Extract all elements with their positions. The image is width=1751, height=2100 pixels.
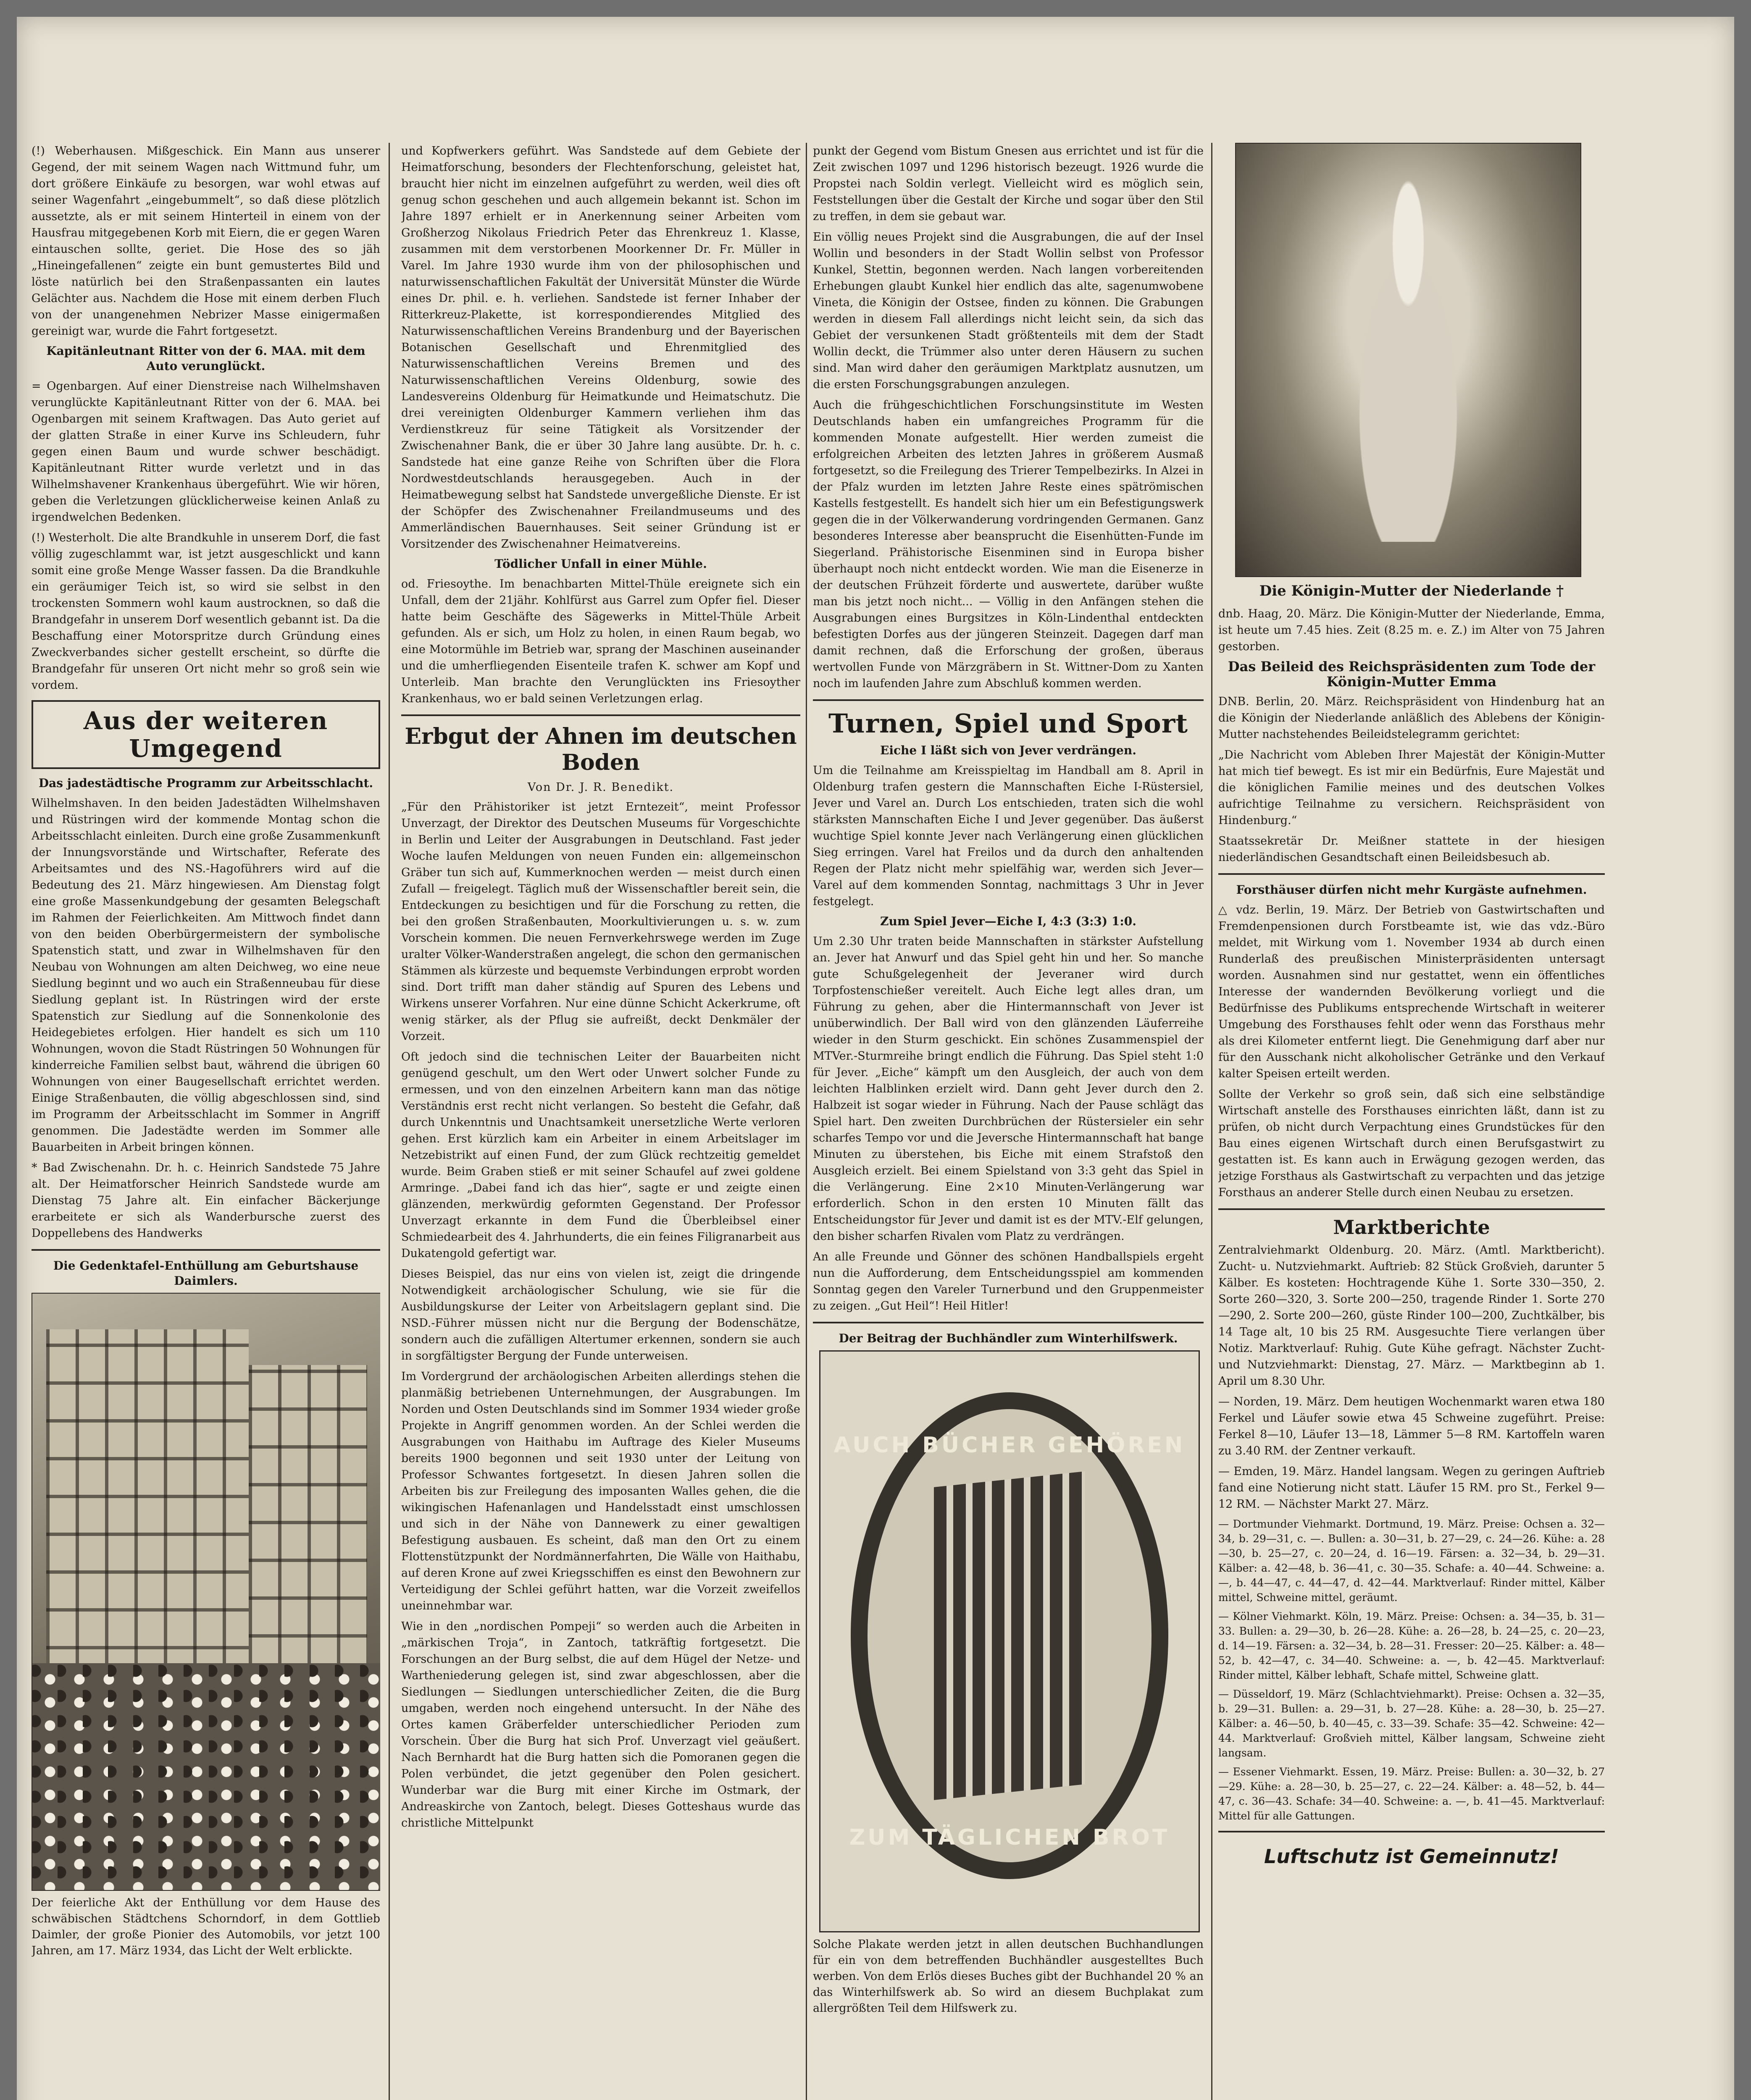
divider [813,1322,1204,1323]
article-beileid-1: DNB. Berlin, 20. März. Reichspräsident von Hindenburg hat an die Königin der Niederlande anläßlich des Ablebens der Königin-Mutter nachstehendes Beileidstelegramm gerichtet: [1218,695,1605,741]
poster-title: Der Beitrag der Buchhändler zum Winterhilfswerk. [839,1331,1178,1345]
headline-marktberichte: Marktberichte [1333,1216,1490,1239]
headline-arbeitsschlacht: Das jadestädtische Programm zur Arbeitsschlacht. [38,776,373,790]
timber-house [249,1365,367,1675]
timber-house [46,1329,248,1687]
market-norden: — Norden, 19. März. Dem heutigen Wochenmarkt waren etwa 180 Ferkel und Läufer sowie etwa 45 Schweine zugeführt. Preise: Ferkel 8—10, Läufer 13—18, Lämmer 5—8 RM. Kartoffeln waren zu 3.40 RM. der Zentner verkauft. [1218,1395,1605,1457]
divider [1218,873,1605,875]
divider [401,714,800,716]
queen-mother-portrait [1235,143,1581,577]
divider [1218,1208,1605,1210]
section-banner-title: Aus der weiteren Umgegend [83,706,329,763]
column-rule [1211,143,1212,2100]
byline: Von Dr. J. R. Benedikt. [527,781,674,794]
market-koeln: — Kölner Viehmarkt. Köln, 19. März. Preise: Ochsen: a. 34—35, b. 31—33. Bullen: a. 29—30, b. 26—28. Kühe: a. 26—28, b. 24—25, c. 20—23, d. 14—19. Färsen: a. 32—34, b. 28—31. Fresser: 20—25. Kälber: a. 48—52, b. 42—47, c. 34—40. Schweine: a. —, b. 42—45. Marktverlauf: Rinder mittel, Kälber lebhaft, Schafe mittel, Schweine glatt. [1218,1610,1605,1681]
market-emden: — Emden, 19. März. Handel langsam. Wegen zu geringen Auftrieb fand eine Notierung nicht statt. Läufer 15 RM. pro St., Ferkel 9—12 RM. — Nächster Markt 27. März. [1218,1465,1605,1511]
market-dortmund: — Dortmunder Viehmarkt. Dortmund, 19. März. Preise: Ochsen a. 32—34, b. 29—31, c. —. Bullen: a. 30—31, b. 27—29, c. 24—26. Kühe: a. 28—30, b. 25—27, c. 20—24, d. 16—19. Färsen: a. 32—34, b. 29—31. Kälber: a. 42—48, b. 36—41, c. 30—35. Schafe: a. 40—44. Schweine: a. —, b. 44—47, c. 44—47, d. 42—44. Marktverlauf: Rinder mittel, Kälber mittel, Schweine mittel, geräumt. [1218,1518,1605,1604]
headline-spiel: Zum Spiel Jever—Eiche I, 4:3 (3:3) 1:0. [880,914,1136,928]
article-erbgut-4: Im Vordergrund der archäologischen Arbeiten allerdings stehen die planmäßig betriebenen Unternehmungen, der Ausgrabungen. Im Norden und Osten Deutschlands sind im Sommer 1934 wieder große Projekte in Angriff genommen worden. An der Schlei werden die Ausgrabungen von Haithabu im Auftrage des Kieler Museums bereits 1900 begonnen und seit 1930 unter der Leitung von Professor Schwantes fortgesetzt. In diesen Jahren sollen die Arbeiten bis zur Freilegung des imposanten Walles gehen, die die wikingischen Hafenanlagen und Handelsstadt einst umschlossen und sich in der Nähe von Dannewerk zu einer gewaltigen Befestigung ausbauen. Es scheint, daß man den Ort zu einem Flottenstützpunkt der Nordmännerfahrten, Die Wälle von Haithabu, auf deren Krone auf zwei Kriegsschiffen es einst den Bewohnern zur Verteidigung der Schlei geführt hatten, war die Vorzeit zweifellos uneinnehmbar war. [401,1370,800,1612]
headline-sport: Turnen, Spiel und Sport [828,708,1188,739]
article-friesoythe: od. Friesoythe. Im benachbarten Mittel-Thüle ereignete sich ein Unfall, dem der 21jähr. Kohlfürst aus Garrel zum Opfer fiel. Dieser hatte beim Geschäfte des Sägewerks in Mittel-Thüle Arbeit gefunden. Als er sich, um Holz zu holen, in einen Raum begab, wo eine Motormühle im Betrieb war, sprang der Maschinen auseinander und die umherfliegenden Eisenteile trafen K. schwer am Kopf und Unterleib. Man brachte den Verunglückten ins Friesoyther Krankenhaus, wo er bald seinen Verletzungen erlag. [401,578,800,705]
headline-erbgut: Erbgut der Ahnen im deutschen Boden [405,724,797,775]
article-erbgut-7: Ein völlig neues Projekt sind die Ausgrabungen, die auf der Insel Wollin und besonders in der Stadt Wollin selbst von Professor Kunkel, Stettin, begonnen werden. Nach langen vorbereitenden Erhebungen glaubt Kunkel hier endlich das alte, sagenumwobene Vineta, die Königin der Ostsee, finden zu können. Die Grabungen werden in diesem Fall allerdings nicht leicht sein, da sich das Gebiet der versunkenen Stadt größtenteils mit dem der Stadt Wollin deckt, die Trümmer also unter deren Häusern zu suchen sind. Man wird daher den geräumigen Marktplatz ausnutzen, um die ersten Forschungsgrabungen anzulegen. [813,231,1204,391]
crowd [32,1663,380,1890]
article-erbgut-2: Oft jedoch sind die technischen Leiter der Bauarbeiten nicht genügend geschult, um den Wert oder Unwert solcher Funde zu ermessen, und von den einzelnen Arbeitern kann man das nötige Verständnis erst recht nicht verlangen. So besteht die Gefahr, daß durch Unkenntnis und Unachtsamkeit unersetzliche Werte verloren gehen. Erst kürzlich kam ein Arbeiter in einem Arbeitslager im Netzebistrikt auf einen Fund, der zum Glück rechtzeitig gemeldet wurde. Beim Graben stieß er mit seiner Schaufel auf zwei goldene Armringe. „Dabei fand ich das hier“, sagte er und zeigte einen glänzenden, merkwürdig geformten Gegenstand. Der Professor Unverzagt erkannte in dem Fund die Überbleibsel einer Schmiedearbeit des 4. Jahrhunderts, die ein feines Filigranarbeit aus Dukatengold gefertigt war. [401,1050,800,1260]
newspaper-page [17,17,1734,2100]
motto-luftschutz: Luftschutz ist Gemeinnutz! [1264,1845,1559,1868]
article-bad-zwischenahn: * Bad Zwischenahn. Dr. h. c. Heinrich Sandstede 75 Jahre alt. Der Heimatforscher Heinrich Sandstede wurde am Dienstag 75 Jahre alt. Ein einfacher Bäckerjunge erarbeitete er sich als Wanderbursche zuerst des Doppellebens des Handwerks [32,1161,380,1240]
daimler-caption: Der feierliche Akt der Enthüllung vor dem Hause des schwäbischen Städtchens Schorndorf, in dem Gottlieb Daimler, der große Pionier des Automobils, vor jetzt 100 Jahren, am 17. März 1934, das Licht der Welt erblickte. [32,1896,380,1957]
photo-title-daimler: Die Gedenktafel-Enthüllung am Geburtshause Daimlers. [53,1259,359,1288]
article-westerholt: (!) Westerholt. Die alte Brandkuhle in unserem Dorf, die fast völlig zugeschlammt war, ist jetzt ausgeschlickt und kann somit eine große Menge Wasser fassen. Da die Brandkuhle ein geräumiger Teich ist, so wird sie selbst in den trockensten Sommern wohl kaum austrocknen, so daß die Brandgefahr in unserem Dorf wesentlich gebannt ist. Da die Beschaffung einer Motorspritze durch Gründung eines Zweckverbandes sicher gestellt erscheint, so dürfte die Brandgefahr für unseren Ort nicht mehr so groß sein wie vordem. [32,531,380,692]
article-erbgut-1: „Für den Prähistoriker ist jetzt Erntezeit“, meint Professor Unverzagt, der Direktor des Deutschen Museums für Vorgeschichte in Berlin und Leiter der Ausgrabungen in Deutschland. Fast jeder Woche laufen Meldungen von neuen Funden ein: allgemeinschon Gräber tun sich auf, Kummerknochen werden — meist durch einen Zufall — freigelegt. Täglich muß der Wissenschaftler bereit sein, die Entdeckungen zu besichtigen und für die Forschung zu retten, die bei den großen Straßenbauten, Moorkultivierungen u. s. w. zum Vorschein kommen. Die neuen Fernverkehrswege werden im Zuge uralter Völker-Wanderstraßen angelegt, die schon den germanischen Stämmen als kürzeste und bequemste Verbindungen erprobt worden sind. Dort trifft man daher ständig auf Spuren des Lebens und Wirkens unserer Vorfahren. Nur eine dünne Schicht Ackerkrume, oft wenig stärker, als der Pflug sie aufreißt, deckt Denkmäler der Vorzeit. [401,801,800,1043]
poster-text-top: AUCH BÜCHER GEHÖREN [833,1433,1186,1458]
divider [1218,1831,1605,1832]
divider [32,1249,380,1251]
poster-books [934,1471,1085,1800]
headline-ritter: Kapitänleutnant Ritter von der 6. MAA. mit dem Auto verunglückt. [46,344,365,373]
column-3 [813,143,1204,2021]
article-beileid-3: Staatssekretär Dr. Meißner stattete in der hiesigen niederländischen Gesandtschaft einen Beileidsbesuch ab. [1218,835,1605,864]
column-1 [32,143,380,1963]
market-duesseldorf: — Düsseldorf, 19. März (Schlachtviehmarkt). Preise: Ochsen a. 32—35, b. 29—31. Bullen: a. 29—31, b. 27—28. Kühe: a. 28—30, b. 25—27. Kälber: a. 46—50, b. 40—45, c. 33—39. Schafe: 35—42. Schweine: 42—44. Marktverlauf: Großvieh mittel, Kälber langsam, Schweine zieht langsam. [1218,1688,1605,1759]
article-erbgut-5: Wie in den „nordischen Pompeji“ so werden auch die Arbeiten in „märkischen Troja“, in Zantoch, tatkräftig fortgesetzt. Die Forschungen an der Burg selbst, die auf dem Hügel der Netze- und Wartheniederung gelegen ist, sind zwar abgeschlossen, aber die Siedlungen — Siedlungen unterschiedlicher Zeiten, die die Burg umgaben, werden noch eingehend untersucht. In der Nähe des Ortes kamen Gräberfelder unterschiedlicher Perioden zum Vorschein. Über die Burg hat sich Prof. Unverzagt viel geäußert. Nach Bernhardt hat die Burg hatten sich die Pomoranen gegen die Polen verbündet, die jetzt gegenüber den Polen gesichert. Wunderbar war die Burg mit einer Kirche im Ostmark, der Andreaskirche von Zantoch, belegt. Dieses Gotteshaus wurde das christliche Mittelpunkt [401,1620,800,1830]
market-essen: — Essener Viehmarkt. Essen, 19. März. Preise: Bullen: a. 30—32, b. 27—29. Kühe: a. 28—30, b. 25—27, c. 22—24. Kälber: a. 48—52, b. 44—47, c. 36—43. Schafe: 34—40. Schweine: a. —, b. 41—45. Marktverlauf: Mittel für alle Gattungen. [1218,1766,1605,1822]
article-weberhausen: (!) Weberhausen. Mißgeschick. Ein Mann aus unserer Gegend, der mit seinem Wagen nach Wittmund fuhr, um dort größere Einkäufe zu besorgen, war wohl etwas auf seiner Wagenfahrt „eingebummelt“, so daß diese plötzlich aussetzte, als er mit seinem Hinterteil in einem von der Hausfrau mitgegebenen Korb mit Eiern, die er gegen Waren eintauschen sollte, geriet. Die Hose des so jäh „Hineingefallenen“ zeigte ein bunt gemustertes Bild und löste natürlich bei den Straßenpassanten ein lautes Gelächter aus. Nachdem die Hose mit einem derben Fluch von der unangenehmen Nebrizer Masse einigermaßen gereinigt war, wurde die Fahrt fortgesetzt. [32,144,380,338]
section-banner [32,700,380,769]
portrait-figure [1333,178,1484,541]
poster-text-bottom: ZUM TÄGLICHEN BROT [849,1824,1170,1850]
article-aufruf: An alle Freunde und Gönner des schönen Handballspiels ergeht nun die Aufforderung, dem Entscheidungsspiel am kommenden Sonntag gegen den Vareler Turnerbund und den Gruppenmeister zu zeigen. „Gut Heil“! Heil Hitler! [813,1250,1204,1312]
poster-caption: Solche Plakate werden jetzt in allen deutschen Buchhandlungen für ein von dem betreffenden Buchhändler ausgestelltes Buch werben. Von dem Erlös dieses Buches gibt der Buchhandel 20 % an das Winterhilfswerk ab. So wird an diesem Buchplakat zum allergrößten Teil dem Hilfswerk zu. [813,1938,1204,2015]
headline-forsthaeuser: Forsthäuser dürfen nicht mehr Kurgäste aufnehmen. [1236,883,1587,897]
column-4 [1218,143,1605,1868]
column-rule [806,143,807,2100]
subheadline-sport: Eiche I läßt sich von Jever verdrängen. [880,743,1136,757]
article-erbgut-8: Auch die frühgeschichtlichen Forschungsinstitute im Westen Deutschlands haben ein umfangreiches Programm für die kommenden Monate aufgestellt. Hier werden zumeist die erfolgreichen Arbeiten des letzten Jahres in größerem Ausmaß fortgesetzt, so die Freilegung des Trierer Tempelbezirks. In Alzei in der Pfalz wurden im letzten Jahre Reste eines spätrömischen Kastells festgestellt. Es handelt sich hier um ein Befestigungswerk gegen die in der Völkerwanderung vordringenden Germanen. Ganz besonderes Interesse aber beansprucht die Eisenhütten-Funde im Siegerland. Prähistorische Eisenminen sind in Europa bisher überhaupt noch nicht entdeckt worden. Wie man die Eisenerze in der deutschen Frühzeit förderte und auswertete, darüber wußte man bis jetzt noch nicht... — Völlig in den Anfängen stehen die Ausgrabungen eines Burgsitzes in Köln-Lindenthal entdeckten befestigten Dorfes aus der jüngeren Steinzeit. Dagegen darf man damit rechnen, daß die Erforschung der großen, überaus wertvollen Funde von Märzgräbern in St. Wittner-Dom zu Xanten noch im laufenden Jahre zum Abschluß kommen werden. [813,399,1204,690]
article-erbgut-3: Dieses Beispiel, das nur eins von vielen ist, zeigt die dringende Notwendigkeit archäologischer Schulung, wie sie für die Ausbildungskurse der Leiter von Arbeitslagern geplant sind. Die NSD.-Führer müssen nicht nur die Bergung der Bodenschätze, sondern auch die zufälligen Altertumer erkennen, sondern sie auch in sorgfältigster Bergung der Funde unterweisen. [401,1268,800,1362]
article-spiel: Um 2.30 Uhr traten beide Mannschaften in stärkster Aufstellung an. Jever hat Anwurf und das Spiel geht hin und her. So manche gute Schußgelegenheit der Jeveraner wird durch Torpfostenschießer vereitelt. Auch Eiche legt alles dran, um Führung zu gehen, aber die Hintermannschaft von Jever ist unüberwindlich. Der Ball wird von den glänzenden Läuferreihe wieder in den Sturm geschickt. Ein schönes Zusammenspiel der MTVer.-Sturmreihe bringt endlich die Führung. Das Spiel steht 1:0 für Jever. „Eiche“ kämpft um den Ausgleich, der auch von dem leichten Halblinken erzielt wird. Dann geht Jever durch den 2. Halbzeit ist sogar wieder in Führung. Nach der Pause schlägt das Spiel hart. Den zweiten Durchbrüchen der Rüstersieler ein sehr scharfes Tempo vor und die Jeversche Hintermannschaft hat bange Minuten zu überstehen, bis Eiche mit einem Strafstoß den Ausgleich erzielt. Bei einem Spielstand von 3:3 geht das Spiel in die Verlängerung. Eine 2×10 Minuten-Verlängerung war erforderlich. Schon in den ersten 10 Minuten fällt das Entscheidungstor für Jever und damit ist es der MTV.-Elf gelungen, den bisher scharfen Rivalen vom Platz zu verdrängen. [813,935,1204,1243]
article-beileid-2: „Die Nachricht vom Ableben Ihrer Majestät der Königin-Mutter hat mich tief bewegt. Es ist mir ein Bedürfnis, Eure Majestät und die königlichen Familie meines und des deutschen Volkes aufrichtige Teilnahme zu versichern. Reichspräsident von Hindenburg.“ [1218,748,1605,827]
column-rule [389,143,390,2100]
daimler-photo [32,1293,380,1891]
divider [813,699,1204,701]
article-ogenbargen: = Ogenbargen. Auf einer Dienstreise nach Wilhelmshaven verunglückte Kapitänleutnant Ritter von der 6. MAA. bei Ogenbargen mit seinem Kraftwagen. Das Auto geriet auf der glatten Straße in einer Kurve ins Schleudern, fuhr gegen einen Baum und wurde schwer beschädigt. Kapitänleutnant Ritter wurde verletzt und in das Wilhelmshavener Krankenhaus übergeführt. Wie wir hören, geben die Verletzungen glücklicherweise keinen Anlaß zu irgendwelchen Bedenken. [32,380,380,524]
headline-unfall: Tödlicher Unfall in einer Mühle. [494,557,707,571]
winterhilfswerk-poster [819,1350,1200,1932]
article-forsthaeuser-2: Sollte der Verkehr so groß sein, daß sich eine selbständige Wirtschaft anstelle des Forsthauses einrichten läßt, dann ist zu prüfen, ob nicht durch Verpachtung eines Grundstückes für den Bau eines eigenen Wirtschaft durch einen Berufsgastwirt zu gestatten ist. Es kann auch in Erwägung gezogen werden, das jetzige Forsthaus als Gastwirtschaft zu verpachten und das jetzige Forsthaus an anderer Stelle durch einen Neubau zu ersetzen. [1218,1088,1605,1199]
article-haag: dnb. Haag, 20. März. Die Königin-Mutter der Niederlande, Emma, ist heute um 7.45 hies. Zeit (8.25 m. e. Z.) im Alter von 75 Jahren gestorben. [1218,607,1605,653]
article-erbgut-6: punkt der Gegend vom Bistum Gnesen aus errichtet und ist für die Zeit zwischen 1097 und 1296 historisch bezeugt. 1926 wurde die Propstei nach Soldin verlegt. Vielleicht wird es möglich sein, Feststellungen über die Gestalt der Kirche und sogar über den Stil zu treffen, in dem sie gebaut war. [813,144,1204,223]
headline-beileid: Das Beileid des Reichspräsidenten zum Tode der Königin-Mutter Emma [1228,659,1596,690]
article-handball: Um die Teilnahme am Kreisspieltag im Handball am 8. April in Oldenburg trafen gestern die Mannschaften Eiche I-Rüstersiel, Jever und Varel an. Durch Los entschieden, traten sich die wohl stärksten Mannschaften Eiche I und Jever gegenüber. Das äußerst wuchtige Spiel konnte Jever nach Verlängerung einen glücklichen Sieg erringen. Varel hat Freilos und da durch den anhaltenden Regen der Platz nicht mehr spielfähig war, werden sich Jever—Varel auf dem kommenden Sonntag, nachmittags 3 Uhr in Jever festgelegt. [813,764,1204,908]
column-2 [401,143,800,1835]
headline-koenigin: Die Königin-Mutter der Niederlande † [1259,583,1564,599]
article-forsthaeuser-1: △ vdz. Berlin, 19. März. Der Betrieb von Gastwirtschaften und Fremdenpensionen durch Forstbeamte ist, wie das vdz.-Büro meldet, mit Wirkung vom 1. November 1934 ab durch einen Runderlaß des preußischen Ministerpräsidenten untersagt worden. Ausnahmen sind nur gestattet, wenn ein öffentliches Interesse der wandernden Bevölkerung vorliegt und die Bedürfnisse des Publikums entsprechende Wirtschaft in weiterer Umgebung des Forsthauses fehlt oder wenn das Forsthaus mehr als drei Kilometer entfernt liegt. Die Genehmigung darf aber nur für den Ausschank nicht alkoholischer Getränke und den Verkauf kalter Speisen erteilt werden. [1218,903,1605,1080]
article-wilhelmshaven: Wilhelmshaven. In den beiden Jadestädten Wilhelmshaven und Rüstringen wird der kommende Montag schon die Arbeitsschlacht einleiten. Durch eine große Zusammenkunft der Innungsvorstände und Wirtschafter, Referate des Arbeitsamtes und des NS.-Hagoführers wird auf die Bedeutung des 21. März hingewiesen. Am Dienstag folgt eine große Massenkundgebung der gesamten Belegschaft im Rahmen der Feierlichkeiten. Am Mittwoch findet dann von den beiden Oberbürgermeistern der symbolische Spatenstich statt, und zwar in Wilhelmshaven für den Neubau von Wohnungen am alten Deichweg, wo eine neue Siedlung beginnt und wo auch ein Straßenneubau für diese Siedlung geplant ist. In Rüstringen wird der erste Spatenstich zur Siedlung auf die Sonnenkolonie des Heidegebietes erfolgen. Hier handelt es sich um 110 Wohnungen, wovon die Stadt Rüstringen 50 Wohnungen für kinderreiche Familien selbst baut, während die übrigen 60 Wohnungen von einer Baugesellschaft errichtet werden. Einige Straßenbauten, die völlig abgeschlossen sind, sind im Programm der Arbeitsschlacht im Sommer in Angriff genommen. Die Jadestädte werden im Sommer alle Bauarbeiten in Arbeit bringen können. [32,797,380,1154]
article-sandstede-cont: und Kopfwerkers geführt. Was Sandstede auf dem Gebiete der Heimatforschung, besonders der Flechtenforschung, geleistet hat, braucht hier nicht im einzelnen aufgeführt zu werden, weil dies oft genug schon geschehen und auch allgemein bekannt ist. Schon im Jahre 1897 erhielt er in Anerkennung seiner Arbeiten vom Großherzog Nikolaus Friedrich Peter das Ehrenkreuz 1. Klasse, zusammen mit dem verstorbenen Moorkenner Dr. Fr. Müller in Varel. Im Jahre 1930 wurde ihm von der philosophischen und naturwissenschaftlichen Fakultät der Universität Münster die Würde eines Dr. phil. e. h. verliehen. Sandstede ist ferner Inhaber der Ritterkreuz-Plakette, ist korrespondierendes Mitglied des Naturwissenschaftlichen Vereins Brandenburg und der Bayerischen Botanischen Gesellschaft und Ehrenmitglied des Naturwissenschaftlichen Vereins Bremen und des Naturwissenschaftlichen Vereins Oldenburg, sowie des Landesvereins Oldenburg für Heimatkunde und Heimatschutz. Die drei vereinigten Oldenburger Kammern verliehen ihm das Verdienstkreuz für seine Tätigkeit als Vorsitzender der Zwischenahner Bank, die er über 30 Jahre lang ausübte. Dr. h. c. Sandstede hat eine ganze Reihe von Schriften über die Flora Nordwestdeutschlands herausgegeben. Auch in der Heimatbewegung selbst hat Sandstede unvergeßliche Dienste. Er ist der Schöpfer des Zwischenahner Freilandmuseums und des Ammerländischen Bauernhauses. Seit seiner Gründung ist er Vorsitzender des Zwischenahner Heimatvereins. [401,144,800,551]
market-oldenburg: Zentralviehmarkt Oldenburg. 20. März. (Amtl. Marktbericht). Zucht- u. Nutzviehmarkt. Auftrieb: 82 Stück Großvieh, darunter 5 Kälber. Es kosteten: Hochtragende Kühe 1. Sorte 330—350, 2. Sorte 260—320, 3. Sorte 200—250, tragende Rinder 1. Sorte 270—290, 2. Sorte 200—260, güste Rinder 100—200, Zuchtkälber, bis 14 Tage alt, 10 bis 25 RM. Ausgesuchte Tiere verlangen über Notiz. Marktverlauf: Ruhig. Gute Kühe gefragt. Nächster Zucht- und Nutzviehmarkt: Dienstag, 27. März. — Marktbeginn ab 1. April um 8.30 Uhr. [1218,1244,1605,1388]
